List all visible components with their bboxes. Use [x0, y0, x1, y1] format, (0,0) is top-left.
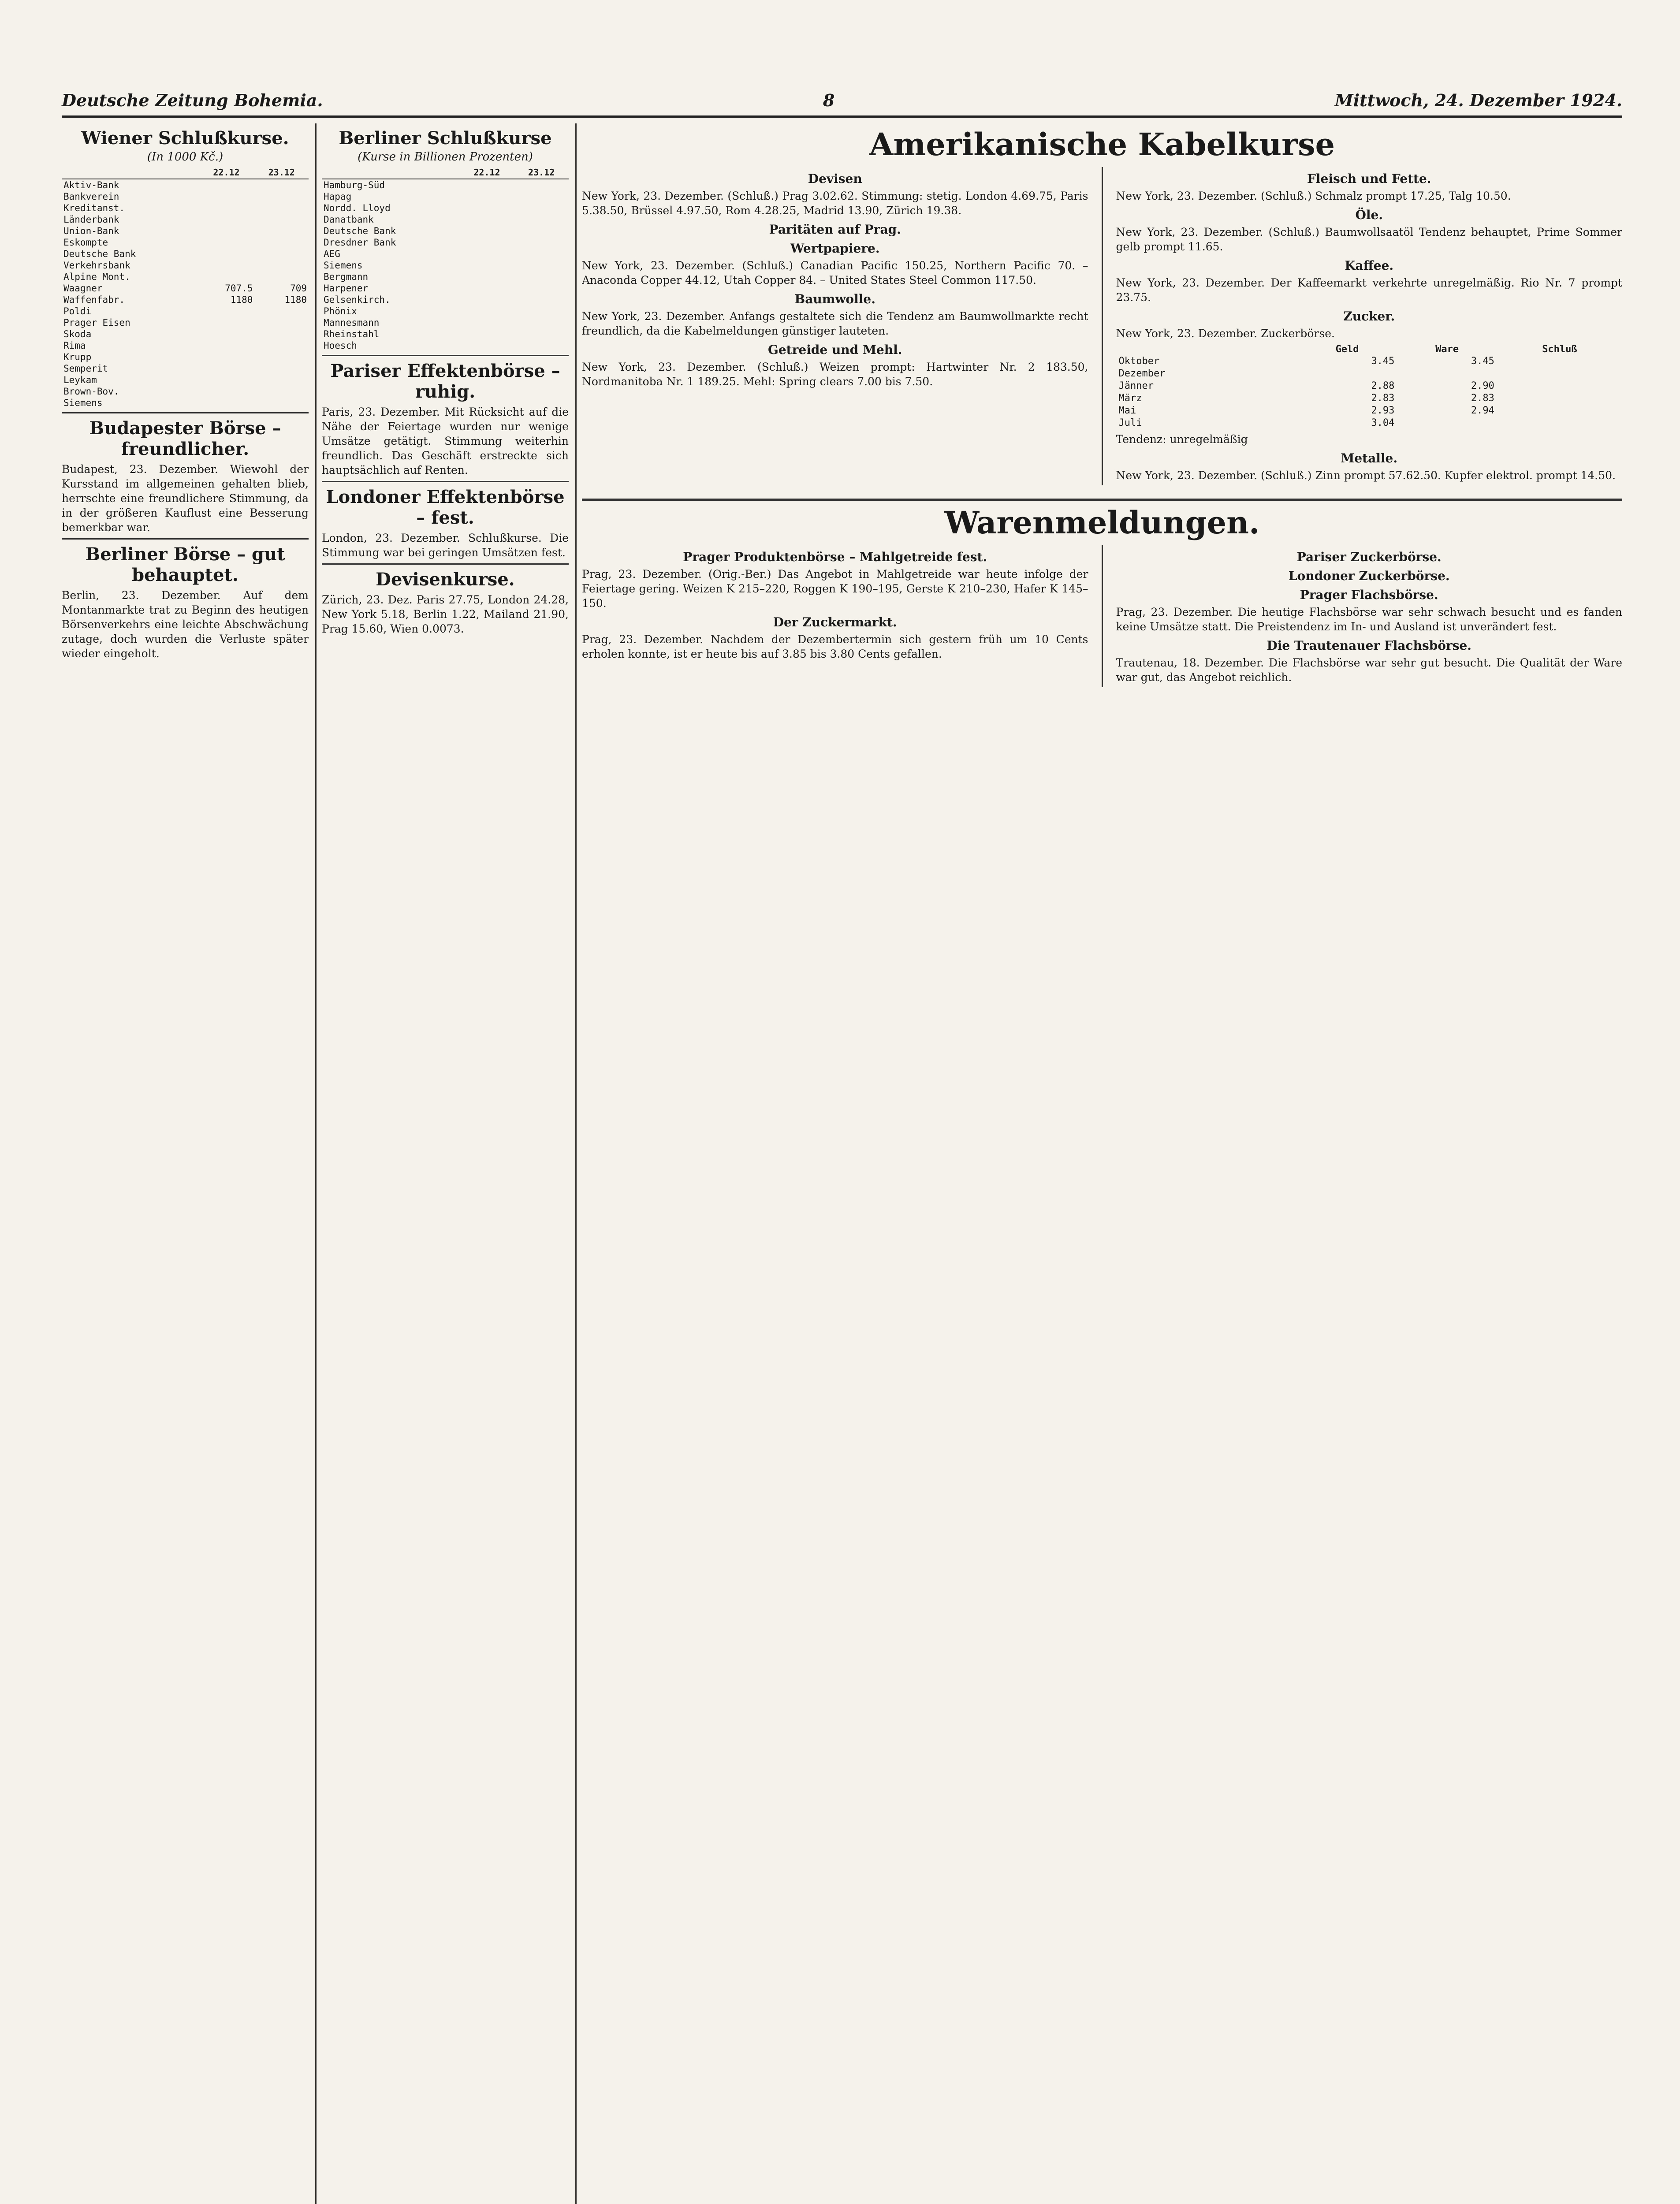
security-name: Verkehrsbank [63, 260, 130, 271]
security-name: Siemens [63, 398, 103, 408]
price-cell [514, 305, 569, 317]
price-cell: 3.45 [1371, 356, 1395, 367]
price-cell [198, 305, 255, 317]
price-cell [254, 202, 309, 214]
price-cell [514, 260, 569, 271]
berlin-row [322, 202, 569, 214]
amerika-title: Amerikanische Kabelkurse [869, 126, 1335, 163]
berlin-row [322, 237, 569, 248]
prag-produkten-text: Prag, 23. Dezember. (Orig.-Ber.) Das Angebot in Mahlgetreide war heute infolge der Feiertage gering. Weizen K 215–220, Roggen K 190–195, Gerste K 210–230, Hafer K 145–150. [582, 568, 1088, 610]
budapest-text: Budapest, 23. Dezember. Wiewohl der Kursstand im allgemeinen gehalten blieb, herrschte eine freundlichere Stimmung, da in der größeren Kauflust eine Besserung bemerkbar war. [62, 463, 309, 534]
price-cell [254, 305, 309, 317]
berliner-boerse-title: Berliner Börse – gut behauptet. [85, 544, 285, 585]
wien-row [62, 248, 309, 260]
price-cell: 2.83 [1471, 393, 1494, 404]
price-cell [1497, 417, 1622, 429]
wien-row [62, 397, 309, 409]
berlin-row [322, 305, 569, 317]
berlin-row [322, 179, 569, 191]
amerika-wertpapiere-head: Wertpapiere. [790, 241, 880, 256]
security-name: Alpine Mont. [63, 272, 130, 282]
price-cell [254, 237, 309, 248]
price-cell [254, 214, 309, 225]
price-cell [460, 340, 514, 351]
amerika-baumwolle-text: New York, 23. Dezember. Anfangs gestaltete sich die Tendenz am Baumwollmarkte recht freundlich, da die Kabelmeldungen günstiger lauteten. [582, 310, 1088, 337]
security-name: Siemens [324, 260, 363, 271]
security-name: Brown-Bov. [63, 386, 119, 397]
zucker-row [1116, 380, 1623, 392]
price-cell: 2.90 [1471, 380, 1494, 391]
amerika-kaffee-head: Kaffee. [1345, 258, 1394, 273]
price-cell [1497, 405, 1622, 417]
wien-row [62, 202, 309, 214]
security-name: Mannesmann [324, 317, 380, 328]
wien-row [62, 374, 309, 386]
price-cell [460, 260, 514, 271]
price-cell [460, 328, 514, 340]
security-name: März [1118, 393, 1142, 404]
security-name: Oktober [1118, 356, 1160, 367]
london-zucker-head: Londoner Zuckerbörse. [1288, 569, 1450, 583]
price-cell [460, 237, 514, 248]
newspaper-title: Deutsche Zeitung Bohemia. [62, 90, 323, 110]
price-cell [1397, 417, 1497, 429]
security-name: Hoesch [324, 340, 357, 351]
berlin-row [322, 225, 569, 237]
zucker-row [1116, 392, 1623, 405]
waren-title: Warenmeldungen. [944, 504, 1260, 541]
price-cell [198, 225, 255, 237]
price-cell [460, 248, 514, 260]
price-cell: 2.88 [1371, 380, 1395, 391]
wien-row [62, 260, 309, 271]
price-cell [1397, 368, 1497, 380]
berlin-row [322, 214, 569, 225]
price-cell [198, 340, 255, 351]
price-cell [198, 397, 255, 409]
paris-zucker-head: Pariser Zuckerbörse. [1296, 550, 1442, 564]
price-cell [254, 260, 309, 271]
security-name: AEG [324, 249, 340, 259]
price-cell [460, 294, 514, 305]
wien-row [62, 294, 309, 305]
amerika-getreide-head: Getreide und Mehl. [767, 343, 902, 357]
security-name: Länderbank [63, 214, 119, 225]
price-cell [254, 191, 309, 202]
column-header: 23.12 [514, 166, 569, 179]
price-cell [254, 317, 309, 328]
zucker-row [1116, 355, 1623, 368]
price-cell [198, 191, 255, 202]
london-title: Londoner Effektenbörse – fest. [326, 487, 565, 528]
price-cell [254, 340, 309, 351]
price-cell: 707.5 [225, 283, 253, 294]
price-cell [198, 248, 255, 260]
wien-row [62, 191, 309, 202]
price-cell [514, 328, 569, 340]
amerika-fleisch-head: Fleisch und Fette. [1307, 171, 1431, 186]
price-cell [254, 328, 309, 340]
wien-row [62, 305, 309, 317]
zucker-row [1116, 405, 1623, 417]
price-cell [198, 386, 255, 397]
security-name: Hamburg-Süd [324, 180, 385, 190]
security-name: Poldi [63, 306, 92, 316]
column-header: Schluß [1542, 344, 1577, 355]
price-cell [514, 237, 569, 248]
price-cell [198, 328, 255, 340]
price-cell [254, 351, 309, 363]
price-cell [198, 363, 255, 374]
price-cell [198, 179, 255, 191]
security-name: Bergmann [324, 272, 369, 282]
flachs-head: Prager Flachsbörse. [1300, 588, 1438, 602]
security-name: Rima [63, 340, 86, 351]
price-cell [254, 271, 309, 283]
price-cell [460, 283, 514, 294]
security-name: Rheinstahl [324, 329, 380, 339]
column-header [62, 166, 198, 179]
wien-row [62, 363, 309, 374]
price-cell [1497, 355, 1622, 368]
price-cell [460, 225, 514, 237]
price-cell [514, 340, 569, 351]
page-header [62, 79, 1622, 118]
berliner-boerse-text: Berlin, 23. Dezember. Auf dem Montanmarkte trat zu Beginn des heutigen Börsenverkehrs eine leichte Abschwächung zutage, doch wurden die Verluste später wieder eingeholt. [62, 589, 309, 660]
berlin-row [322, 260, 569, 271]
price-cell [198, 351, 255, 363]
amerika-zucker-text: New York, 23. Dezember. Zuckerbörse. [1116, 327, 1335, 340]
security-name: Deutsche Bank [324, 226, 396, 236]
berlin-row [322, 340, 569, 351]
zuckermarkt-text: Prag, 23. Dezember. Nachdem der Dezembertermin sich gestern früh um 10 Cents erholen konnte, ist er heute bis auf 3.85 bis 3.80 Cents gefallen. [582, 633, 1088, 660]
price-cell [1297, 368, 1397, 380]
paris-text: Paris, 23. Dezember. Mit Rücksicht auf die Nähe der Feiertage wurden nur wenige Umsätze getätigt. Stimmung weiterhin freundlich. Das Geschäft erstreckte sich hauptsächlich auf Renten. [322, 406, 569, 477]
price-cell [514, 214, 569, 225]
price-cell [460, 179, 514, 191]
page-number: 8 [823, 90, 835, 110]
price-cell: 2.93 [1371, 405, 1395, 416]
amerika-oele-head: Öle. [1355, 208, 1383, 222]
amerika-metalle-head: Metalle. [1341, 451, 1398, 465]
security-name: Jänner [1118, 380, 1154, 391]
price-cell [254, 397, 309, 409]
price-cell: 1180 [230, 294, 253, 305]
security-name: Phönix [324, 306, 357, 316]
newspaper-page [62, 79, 1622, 2204]
flachs-text: Prag, 23. Dezember. Die heutige Flachsbörse war sehr schwach besucht und es fanden keine Umsätze statt. Die Preistendenz im In- und Ausland ist unverändert fest. [1116, 606, 1622, 633]
amerika-oele-text: New York, 23. Dezember. (Schluß.) Baumwollsaatöl Tendenz behauptet, Prime Sommer gelb prompt 11.65. [1116, 226, 1622, 253]
column-header: 22.12 [460, 166, 514, 179]
security-name: Nordd. Lloyd [324, 203, 391, 213]
price-cell [460, 305, 514, 317]
security-name: Eskompte [63, 237, 108, 248]
column-header: Geld [1335, 344, 1359, 355]
wien-row [62, 225, 309, 237]
wien-row [62, 386, 309, 397]
security-name: Hapag [324, 191, 352, 202]
security-name: Prager Eisen [63, 317, 130, 328]
security-name: Waffenfabr. [63, 294, 125, 305]
berlin-kurse-subtitle: (Kurse in Billionen Prozenten) [358, 150, 533, 164]
price-cell [514, 317, 569, 328]
column-wien [62, 123, 309, 2204]
wien-row [62, 214, 309, 225]
price-cell: 2.83 [1371, 393, 1395, 404]
amerika-devisen-head: Devisen [808, 171, 862, 186]
price-cell [198, 374, 255, 386]
berlin-row [322, 283, 569, 294]
amerika-getreide-text: New York, 23. Dezember. (Schluß.) Weizen prompt: Hartwinter Nr. 2 183.50, Nordmanitoba Nr. 1 189.25. Mehl: Spring clears 7.00 bis 7.50. [582, 361, 1088, 388]
security-name: Skoda [63, 329, 92, 339]
security-name: Kreditanst. [63, 203, 125, 213]
wien-row [62, 283, 309, 294]
price-cell [514, 179, 569, 191]
prag-produkten-head: Prager Produktenbörse – Mahlgetreide fest. [683, 550, 987, 564]
berlin-row [322, 317, 569, 328]
wien-row [62, 179, 309, 191]
amerika-devisen-text: New York, 23. Dezember. (Schluß.) Prag 3.02.62. Stimmung: stetig. London 4.69.75, Paris 5.38.50, Brüssel 4.97.50, Rom 4.28.25, Madrid 13.90, Zürich 19.38. [582, 190, 1088, 217]
price-cell [514, 191, 569, 202]
price-cell [514, 294, 569, 305]
price-cell [254, 179, 309, 191]
devisen-text: Zürich, 23. Dez. Paris 27.75, London 24.28, New York 5.18, Berlin 1.22, Mailand 21.90, Prag 15.60, Wien 0.0073. [322, 593, 569, 635]
price-cell [1497, 368, 1622, 380]
price-cell [254, 363, 309, 374]
zucker-row [1116, 417, 1623, 429]
wien-row [62, 328, 309, 340]
price-cell [198, 202, 255, 214]
price-cell: 2.94 [1471, 405, 1494, 416]
price-cell [460, 202, 514, 214]
wien-table [62, 166, 309, 409]
column-berlin [322, 123, 569, 2204]
price-cell [514, 283, 569, 294]
price-cell: 709 [290, 283, 307, 294]
amerika-fleisch-text: New York, 23. Dezember. (Schluß.) Schmalz prompt 17.25, Talg 10.50. [1116, 190, 1511, 202]
price-cell [460, 317, 514, 328]
amerika-kaffee-text: New York, 23. Dezember. Der Kaffeemarkt verkehrte unregelmäßig. Rio Nr. 7 prompt 23.75. [1116, 276, 1622, 304]
security-name: Harpener [324, 283, 369, 294]
zucker-table [1116, 343, 1623, 429]
security-name: Danatbank [324, 214, 374, 225]
amerika-paritaeten-head: Paritäten auf Prag. [769, 222, 901, 237]
security-name: Krupp [63, 352, 92, 362]
price-cell: 1180 [284, 294, 307, 305]
price-cell [460, 214, 514, 225]
trautenau-head: Die Trautenauer Flachsbörse. [1267, 638, 1472, 653]
berlin-row [322, 294, 569, 305]
price-cell [198, 237, 255, 248]
wien-title: Wiener Schlußkurse. [81, 128, 289, 149]
security-name: Dezember [1118, 368, 1166, 379]
security-name: Leykam [63, 375, 97, 385]
price-cell: 3.45 [1471, 356, 1494, 367]
berlin-table [322, 166, 569, 351]
price-cell [198, 317, 255, 328]
security-name: Aktiv-Bank [63, 180, 119, 190]
column-header [1116, 343, 1297, 355]
amerika-wertpapiere-text: New York, 23. Dezember. (Schluß.) Canadian Pacific 150.25, Northern Pacific 70. – Anaconda Copper 44.12, Utah Copper 84. – United States Steel Common 117.50. [582, 259, 1088, 287]
wien-row [62, 237, 309, 248]
price-cell [514, 202, 569, 214]
wien-row [62, 340, 309, 351]
amerika-zucker-head: Zucker. [1343, 309, 1395, 324]
price-cell [460, 271, 514, 283]
berlin-row [322, 271, 569, 283]
issue-date: Mittwoch, 24. Dezember 1924. [1334, 90, 1622, 110]
zucker-row [1116, 368, 1623, 380]
wien-row [62, 317, 309, 328]
berlin-row [322, 248, 569, 260]
security-name: Juli [1118, 417, 1142, 428]
column-header: 22.12 [198, 166, 255, 179]
price-cell [514, 225, 569, 237]
wien-subtitle: (In 1000 Kč.) [147, 150, 224, 164]
security-name: Deutsche Bank [63, 249, 136, 259]
berlin-row [322, 191, 569, 202]
security-name: Bankverein [63, 191, 119, 202]
security-name: Waagner [63, 283, 103, 294]
budapest-title: Budapester Börse – freundlicher. [89, 418, 281, 459]
wien-row [62, 271, 309, 283]
column-amerika [582, 123, 1622, 2204]
trautenau-text: Trautenau, 18. Dezember. Die Flachsbörse war sehr gut besucht. Die Qualität der Ware war gut, das Angebot reichlich. [1116, 656, 1622, 684]
security-name: Dresdner Bank [324, 237, 396, 248]
amerika-metalle-text: New York, 23. Dezember. (Schluß.) Zinn prompt 57.62.50. Kupfer elektrol. prompt 14.50. [1116, 469, 1616, 482]
amerika-baumwolle-head: Baumwolle. [794, 292, 875, 306]
column-header [322, 166, 460, 179]
price-cell [514, 271, 569, 283]
price-cell [460, 191, 514, 202]
price-cell [198, 260, 255, 271]
berlin-kurse-title: Berliner Schlußkurse [339, 128, 552, 149]
london-text: London, 23. Dezember. Schlußkurse. Die Stimmung war bei geringen Umsätzen fest. [322, 532, 569, 559]
price-cell: 3.04 [1371, 417, 1395, 428]
security-name: Gelsenkirch. [324, 294, 391, 305]
security-name: Semperit [63, 363, 108, 374]
security-name: Mai [1118, 405, 1136, 416]
paris-title: Pariser Effektenbörse – ruhig. [330, 361, 560, 402]
wien-row [62, 351, 309, 363]
zuckermarkt-head: Der Zuckermarkt. [773, 615, 897, 629]
berlin-row [322, 328, 569, 340]
price-cell [1497, 392, 1622, 405]
price-cell [198, 271, 255, 283]
price-cell [254, 248, 309, 260]
security-name: Union-Bank [63, 226, 119, 236]
price-cell [254, 225, 309, 237]
zucker-tendenz: Tendenz: unregelmäßig [1116, 433, 1248, 446]
column-header: 23.12 [254, 166, 309, 179]
price-cell [254, 374, 309, 386]
column-header: Ware [1435, 344, 1459, 355]
devisen-title: Devisenkurse. [376, 569, 515, 590]
price-cell [514, 248, 569, 260]
price-cell [1497, 380, 1622, 392]
price-cell [198, 214, 255, 225]
price-cell [254, 386, 309, 397]
